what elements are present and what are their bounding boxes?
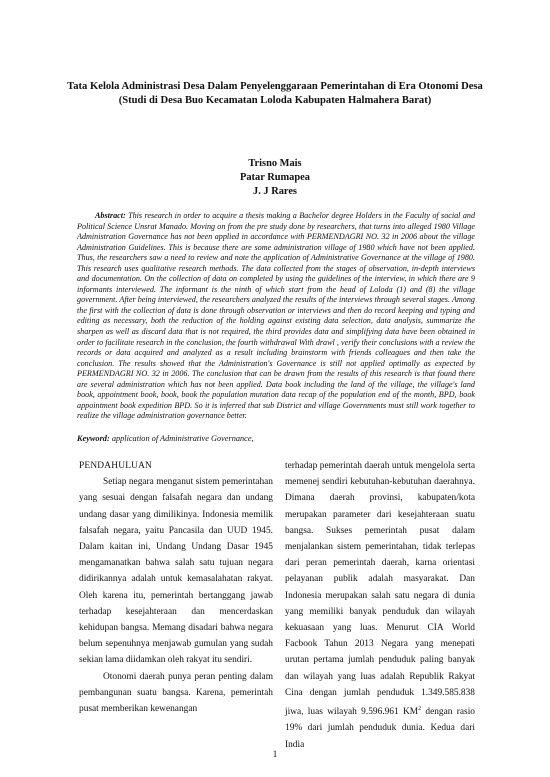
body-paragraph — [285, 458, 475, 753]
body-text: dengan rasio 19% dari jumlah penduduk dunia. Kedua dari India — [285, 707, 475, 750]
body-paragraph: Setiap negara menganut sistem pemerintahan yang sesuai dengan falsafah negara dan undang undang dasar yang dimilikinya. Indonesia memilik falsafah negara, yaitu Pancasila dan UUD 1945. Dalam kaitan ini, Undang Undang Dasar 1945 mengamanatkan bahwa salah satu tujuan negara didirikannya adalah untuk kemasalahatan rakyat. Oleh karena itu, pemerintah bertanggang jawab terhadap kesejahteraan dan mencerdaskan kehidupan bangsa. Memang disadari bahwa negara belum sepenuhnya menjawab gumulan yang sudah sekian lama diidamkan oleh rakyat itu sendiri. — [79, 477, 273, 666]
right-column — [285, 458, 475, 753]
abstract — [77, 211, 475, 422]
author-name: J. J Rares — [253, 186, 297, 197]
title-line-1: Tata Kelola Administrasi Desa Dalam Penyelenggaraan Pemerintahan di Era Otonomi Desa — [67, 81, 483, 92]
body-text: terhadap pemerintah daerah untuk mengelola serta memenej sendiri kebutuhan-kebutuhan daerahnya. Dimana daerah provinsi, kabupaten/kota merupakan parameter dari kesejahteraan suatu bangsa. Sukses pemerintah pusat dalam menjalankan sistem pemerintahan, tidak terlepas dari peran pemerintah daerah, karna orientasi pelayanan publik adalah masyarakat. Dan Indonesia merupakan salah satu negara di dunia yang memiliki banyak penduduk dan wilayah kekuasaan yang luas. Menurut CIA World Facbook Tahun 2013 Negara yang menepati urutan pertama jumlah penduduk paling banyak dan wilayah yang luas adalah Republik Rakyat Cina dengan jumlah penduduk 1.349.585.838 jiwa, luas wilayah 9.596.961 KM — [285, 461, 475, 718]
section-heading: PENDAHULUAN — [79, 461, 153, 471]
keywords-text: application of Administrative Governance, — [111, 434, 254, 443]
keywords — [77, 433, 475, 444]
author-name: Patar Rumapea — [240, 172, 310, 183]
paper-title — [40, 80, 510, 108]
title-line-2: (Studi di Desa Buo Kecamatan Loloda Kabupaten Halmahera Barat) — [118, 95, 432, 106]
body-paragraph: Otonomi daerah punya peran penting dalam pembangunan suatu bangsa. Karena, pemerintah pusat memberikan kewenangan — [79, 671, 273, 715]
keywords-label: Keyword: — [77, 434, 110, 443]
author-name: Trisno Mais — [248, 158, 302, 169]
author-list — [40, 157, 510, 199]
left-column — [79, 458, 273, 717]
page-number: 1 — [272, 750, 278, 760]
abstract-label: Abstract: — [95, 211, 126, 220]
abstract-text: This research in order to acquire a thesis making a Bachelor degree Holders in the Faculty of social and Political Science Unsrat Manado. Moving on from the pre study done by researchers, that turns into alleged 1980 Village Administration Governance has not been applied in accordance with PERMENDAGRI NO. 32 in 2006 about the village Administration Guidelines. This is because there are some administration village of 1980 which have not been applied. Thus, the researchers saw a need to review and note the application of Administrative Governance at the village of 1980. This research uses qualitative research methods. The data collected from the stages of observation, in-depth interviews and documentation. On the collection of data on completed by using the guidelines of the interview, in which there are 9 informants interviewed. The informant is the ninth of which start from the head of Loloda (1) and (8) the village government. After being interviewed, the researchers analyzed the results of the interviews through several stages. Among the first with the collection of data is done through observation or interviews and then do record keeping and typing and editing as necessary, both the reduction of the holding against existing data selection, data analysis, summarize the sharpen as well as discard data that is not required, the third provides data and simplifying data have been obtained in order to facilitate research in the conclusion, the fourth withdrawal With drawl , verify their conclusions with a review the records or data acquired and analyzed as a result including brainstorm with friends colleagues and then take the conclusion. The results showed that the Administration's Governance is still not applied optimally as expected by PERMENDAGRI NO. 32 in 2006. The conclusion that can be drawn from the results of this research is that found there are several administration which has not been applied. Data book including the land of the village, the village's land book, appointment book, book, book the population mutation data recap of the population end of the month, BPD, book appointment book expedition BPD. So it is inferred that sub District and village Governments must still work together to realize the village administration governance better. — [77, 211, 476, 421]
superscript: 2 — [418, 706, 422, 713]
